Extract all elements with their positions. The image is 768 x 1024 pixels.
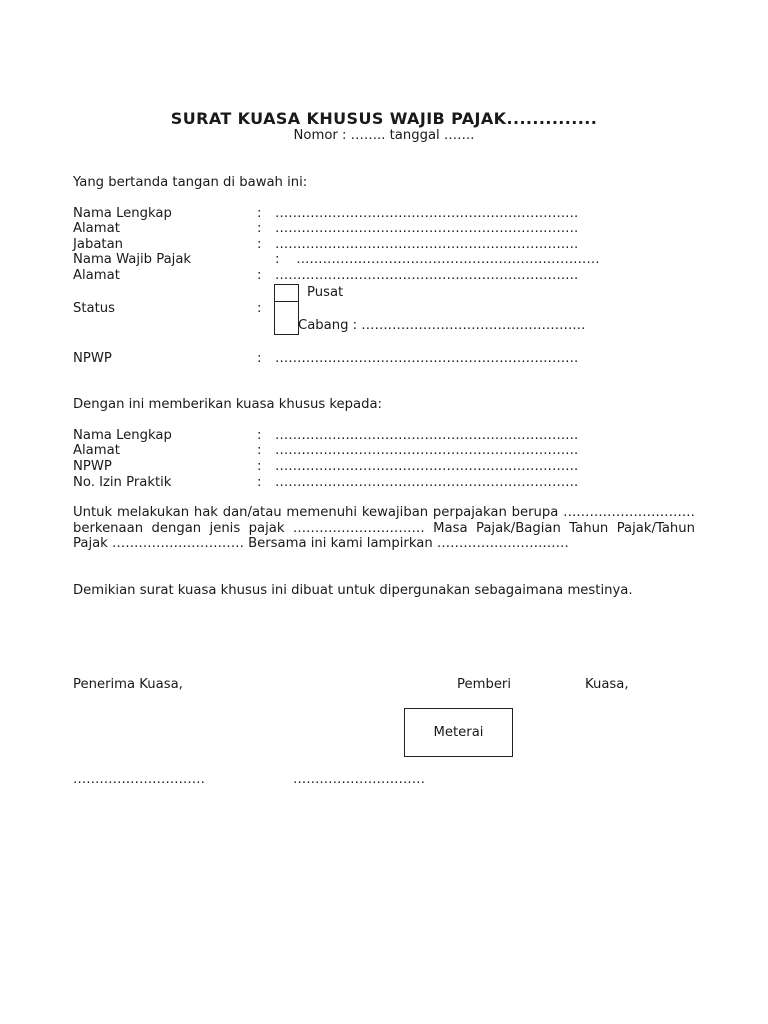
receiver-label: Penerima Kuasa, — [73, 677, 183, 692]
colon: : — [257, 237, 262, 252]
practice-license-dots: …………………………………………………………… — [275, 475, 579, 490]
grantee-address-label: Alamat — [73, 443, 120, 458]
grantor-address-label: Alamat — [73, 221, 120, 236]
document-title: SURAT KUASA KHUSUS WAJIB PAJAK.............. — [170, 109, 598, 128]
colon: : — [257, 268, 262, 283]
authorization-paragraph: Untuk melakukan hak dan/atau memenuhi kewajiban perpajakan berupa ………………………… berkenaan dengan jenis pajak ………………………… Masa Pajak/Bagian Tahun Pajak/Tahun Pajak ………………………… Bersama ini kami lampirkan ………………………… — [73, 505, 695, 552]
grantee-intro-text: Dengan ini memberikan kuasa khusus kepada: — [73, 397, 383, 412]
grantee-npwp-label: NPWP — [73, 459, 112, 474]
practice-license-label: No. Izin Praktik — [73, 475, 172, 490]
taxpayer-name-dots: : …………………………………………………………… — [275, 252, 600, 267]
stamp-box — [404, 708, 513, 757]
colon: : — [257, 459, 262, 474]
colon: : — [257, 351, 262, 366]
colon: : — [257, 221, 262, 236]
grantee-npwp-dots: …………………………………………………………… — [275, 459, 579, 474]
grantee-name-dots: …………………………………………………………… — [275, 428, 579, 443]
grantor-position-label: Jabatan — [73, 237, 124, 252]
giver-signature-dots: ………………………… — [293, 772, 425, 787]
grantee-name-label: Nama Lengkap — [73, 428, 172, 443]
colon: : — [257, 206, 262, 221]
grantee-address-dots: …………………………………………………………… — [275, 443, 579, 458]
stamp-label: Meterai — [433, 725, 484, 740]
intro-text: Yang bertanda tangan di bawah ini: — [73, 175, 308, 190]
closing-text: Demikian surat kuasa khusus ini dibuat untuk dipergunakan sebagaimana mestinya. — [73, 583, 633, 598]
npwp-label: NPWP — [73, 351, 112, 366]
taxpayer-name-label: Nama Wajib Pajak — [73, 252, 192, 267]
colon: : — [257, 428, 262, 443]
grantor-name-label: Nama Lengkap — [73, 206, 172, 221]
taxpayer-address-dots: …………………………………………………………… — [275, 268, 579, 283]
npwp-dots: …………………………………………………………… — [275, 351, 579, 366]
grantor-address-dots: …………………………………………………………… — [275, 221, 579, 236]
pusat-label: Pusat — [307, 285, 344, 300]
colon: : — [257, 301, 262, 316]
giver-label-2: Kuasa, — [585, 677, 629, 692]
cabang-checkbox[interactable] — [274, 301, 299, 335]
taxpayer-address-label: Alamat — [73, 268, 120, 283]
colon: : — [257, 443, 262, 458]
document-number-date: Nomor : …….. tanggal ……. — [293, 128, 475, 143]
receiver-signature-dots: ………………………… — [73, 772, 205, 787]
colon: : — [257, 475, 262, 490]
grantor-name-dots: …………………………………………………………… — [275, 206, 579, 221]
status-label: Status — [73, 301, 116, 316]
grantor-position-dots: …………………………………………………………… — [275, 237, 579, 252]
cabang-label: Cabang : …………………………………………… — [298, 318, 586, 333]
giver-label-1: Pemberi — [457, 677, 512, 692]
